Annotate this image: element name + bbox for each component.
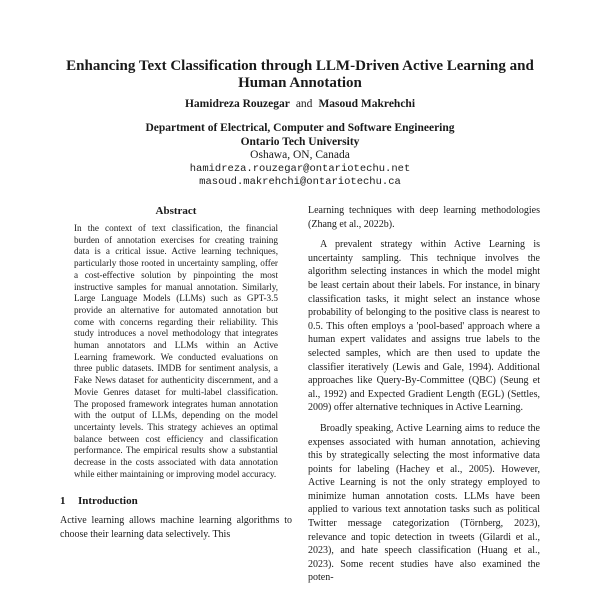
- left-column: [60, 204, 292, 542]
- right-column: [308, 204, 540, 592]
- intro-paragraph: Active learning allows machine learning algorithms to choose their learning data selectively. This: [60, 515, 292, 541]
- abstract-heading: Abstract: [155, 205, 197, 217]
- abstract-text: In the context of text classification, the financial burden of annotation exercises for creating training data is a critical issue. Active learning techniques, particularly those rooted in uncertainty sampling, offer a cost-effective solution by pinpointing the most instructive samples for manual annotation. Similarly, Large Language Models (LLMs) such as GPT-3.5 provide an alternative for automated annotation but come with concerns regarding their reliability. This study introduces a novel methodology that integrates human annotators and LLMs within an Active Learning framework. We conducted evaluations on three public datasets. IMDB for sentiment analysis, a Fake News dataset for authenticity discernment, and a Movie Genres dataset for multi-label classification. The proposed framework integrates human annotation with the output of LLMs, depending on the model uncertainty levels. This strategy achieves an optimal balance between cost efficiency and classification performance. The empirical results show a substantial decrease in the costs associated with data annotation while either maintaining or improving model accuracy.: [74, 223, 278, 479]
- paragraph-continued: Learning techniques with deep learning methodologies (Zhang et al., 2022b).: [308, 205, 540, 230]
- paragraph-annotation-costs: Broadly speaking, Active Learning aims to reduce the expenses associated with human annotation, achieving this by strategically selecting the most informative data points for labeling (Hachey et al., 2005). However, Active Learning is not the only strategy employed to minimize human annotation costs. LLMs have been applied to various text annotation tasks such as political Twitter message categorization (Törnberg, 2023), relevance and topic detection in tweets (Gilardi et al., 2023), and hate speech classification (Huang et al., 2023). Some recent studies have also examined the poten-: [308, 422, 540, 584]
- section-heading-introduction: [60, 494, 292, 508]
- location: Oshawa, ON, Canada: [250, 149, 350, 162]
- section-number: 1: [60, 495, 66, 508]
- department: Department of Electrical, Computer and Software Engineering: [145, 122, 455, 134]
- author-email: hamidreza.rouzegar@ontariotechu.net: [189, 162, 411, 175]
- paper-title: Enhancing Text Classification through LLM-Driven Active Learning and Human Annotation: [66, 58, 534, 91]
- section-title: Introduction: [78, 495, 138, 508]
- institution: Ontario Tech University: [240, 135, 360, 148]
- author-name: Masoud Makrehchi: [318, 98, 416, 110]
- author-email: masoud.makrehchi@ontariotechu.ca: [199, 176, 401, 189]
- author-list: [60, 97, 540, 111]
- affiliation-block: [60, 122, 540, 190]
- paragraph-uncertainty-sampling: A prevalent strategy within Active Learning is uncertainty sampling. This technique involves the algorithm selecting instances in which the model might be least certain about their labels. For instance, in binary classification tasks, it might select an instance whose probability of belonging to the positive class is nearest to 0.5. This often employs a 'pool-based' approach where a human expert validates and assigns true labels to the selected samples, which are then used to update the classifier iteratively (Lewis and Gale, 1994). Additional approaches like Query-By-Committee (QBC) (Seung et al., 1992) and Expected Gradient Length (EGL) (Settles, 2009) offer alternative techniques in Active Learning.: [308, 239, 540, 414]
- author-separator: and: [295, 98, 313, 110]
- author-name: Hamidreza Rouzegar: [184, 98, 290, 110]
